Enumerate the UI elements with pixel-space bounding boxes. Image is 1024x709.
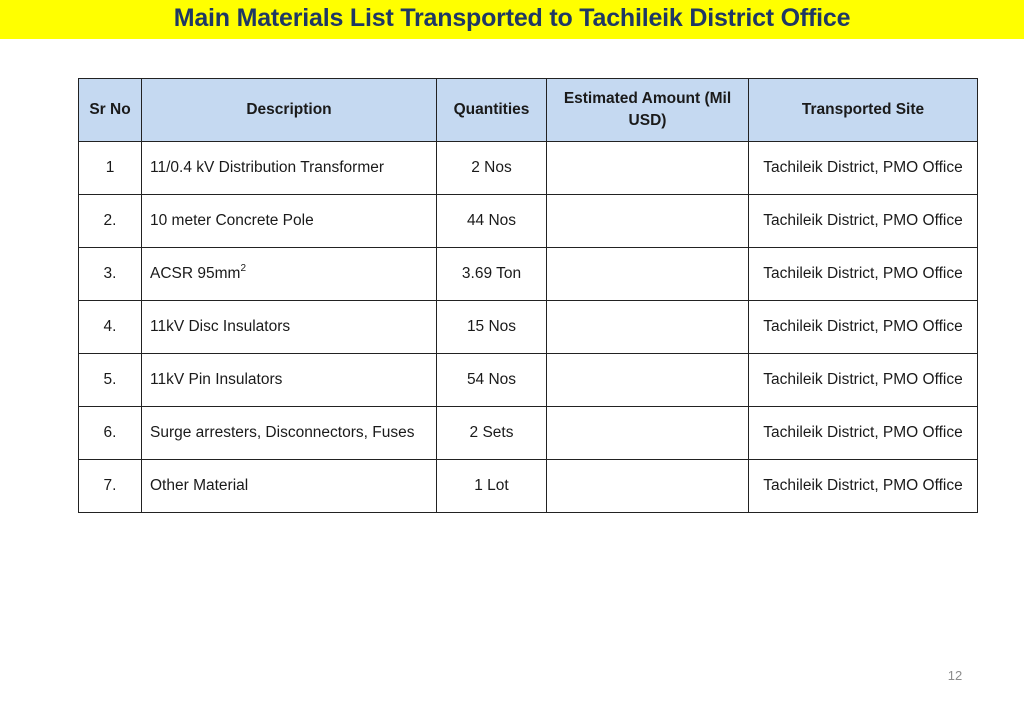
cell-description-text: 11kV Disc Insulators [150,318,291,335]
cell-quantity: 3.69 Ton [437,248,547,301]
cell-transported-site: Tachileik District, PMO Office [749,248,978,301]
header-estimated-amount: Estimated Amount (Mil USD) [547,79,749,142]
cell-estimated-amount [547,301,749,354]
cell-transported-site: Tachileik District, PMO Office [749,142,978,195]
table-row [79,407,978,460]
cell-estimated-amount [547,354,749,407]
materials-table [78,78,978,513]
cell-description [142,354,437,407]
table-row [79,142,978,195]
cell-description-text: 11kV Pin Insulators [150,371,283,388]
cell-description-text: Other Material [150,477,249,494]
cell-description-text: 11/0.4 kV Distribution Transformer [150,159,385,176]
cell-sr-no: 3. [79,248,142,301]
header-sr-no: Sr No [79,79,142,142]
header-description: Description [142,79,437,142]
cell-quantity: 15 Nos [437,301,547,354]
table-row [79,301,978,354]
table-row [79,354,978,407]
cell-description-text: ACSR 95mm [150,265,241,282]
cell-transported-site: Tachileik District, PMO Office [749,195,978,248]
cell-description-text: 10 meter Concrete Pole [150,212,314,229]
cell-description [142,460,437,513]
cell-description [142,407,437,460]
cell-description [142,195,437,248]
table-row [79,248,978,301]
cell-quantity: 2 Sets [437,407,547,460]
cell-quantity: 1 Lot [437,460,547,513]
table-row [79,195,978,248]
header-quantities: Quantities [437,79,547,142]
cell-estimated-amount [547,407,749,460]
cell-description [142,248,437,301]
cell-description-text: Surge arresters, Disconnectors, Fuses [150,424,415,441]
cell-transported-site: Tachileik District, PMO Office [749,460,978,513]
cell-quantity: 54 Nos [437,354,547,407]
page-number: 12 [947,668,963,683]
cell-description [142,142,437,195]
cell-transported-site: Tachileik District, PMO Office [749,301,978,354]
cell-sr-no: 4. [79,301,142,354]
cell-quantity: 2 Nos [437,142,547,195]
cell-quantity: 44 Nos [437,195,547,248]
cell-sr-no: 6. [79,407,142,460]
superscript-squared: 2 [240,262,246,274]
slide-title: Main Materials List Transported to Tachileik District Office [173,4,851,32]
cell-estimated-amount [547,460,749,513]
cell-estimated-amount [547,248,749,301]
header-transported-site: Transported Site [749,79,978,142]
table-row [79,460,978,513]
table-header-row [79,79,978,142]
cell-transported-site: Tachileik District, PMO Office [749,354,978,407]
cell-sr-no: 2. [79,195,142,248]
cell-description [142,301,437,354]
cell-estimated-amount [547,195,749,248]
cell-estimated-amount [547,142,749,195]
cell-sr-no: 5. [79,354,142,407]
cell-sr-no: 7. [79,460,142,513]
cell-transported-site: Tachileik District, PMO Office [749,407,978,460]
cell-sr-no: 1 [79,142,142,195]
